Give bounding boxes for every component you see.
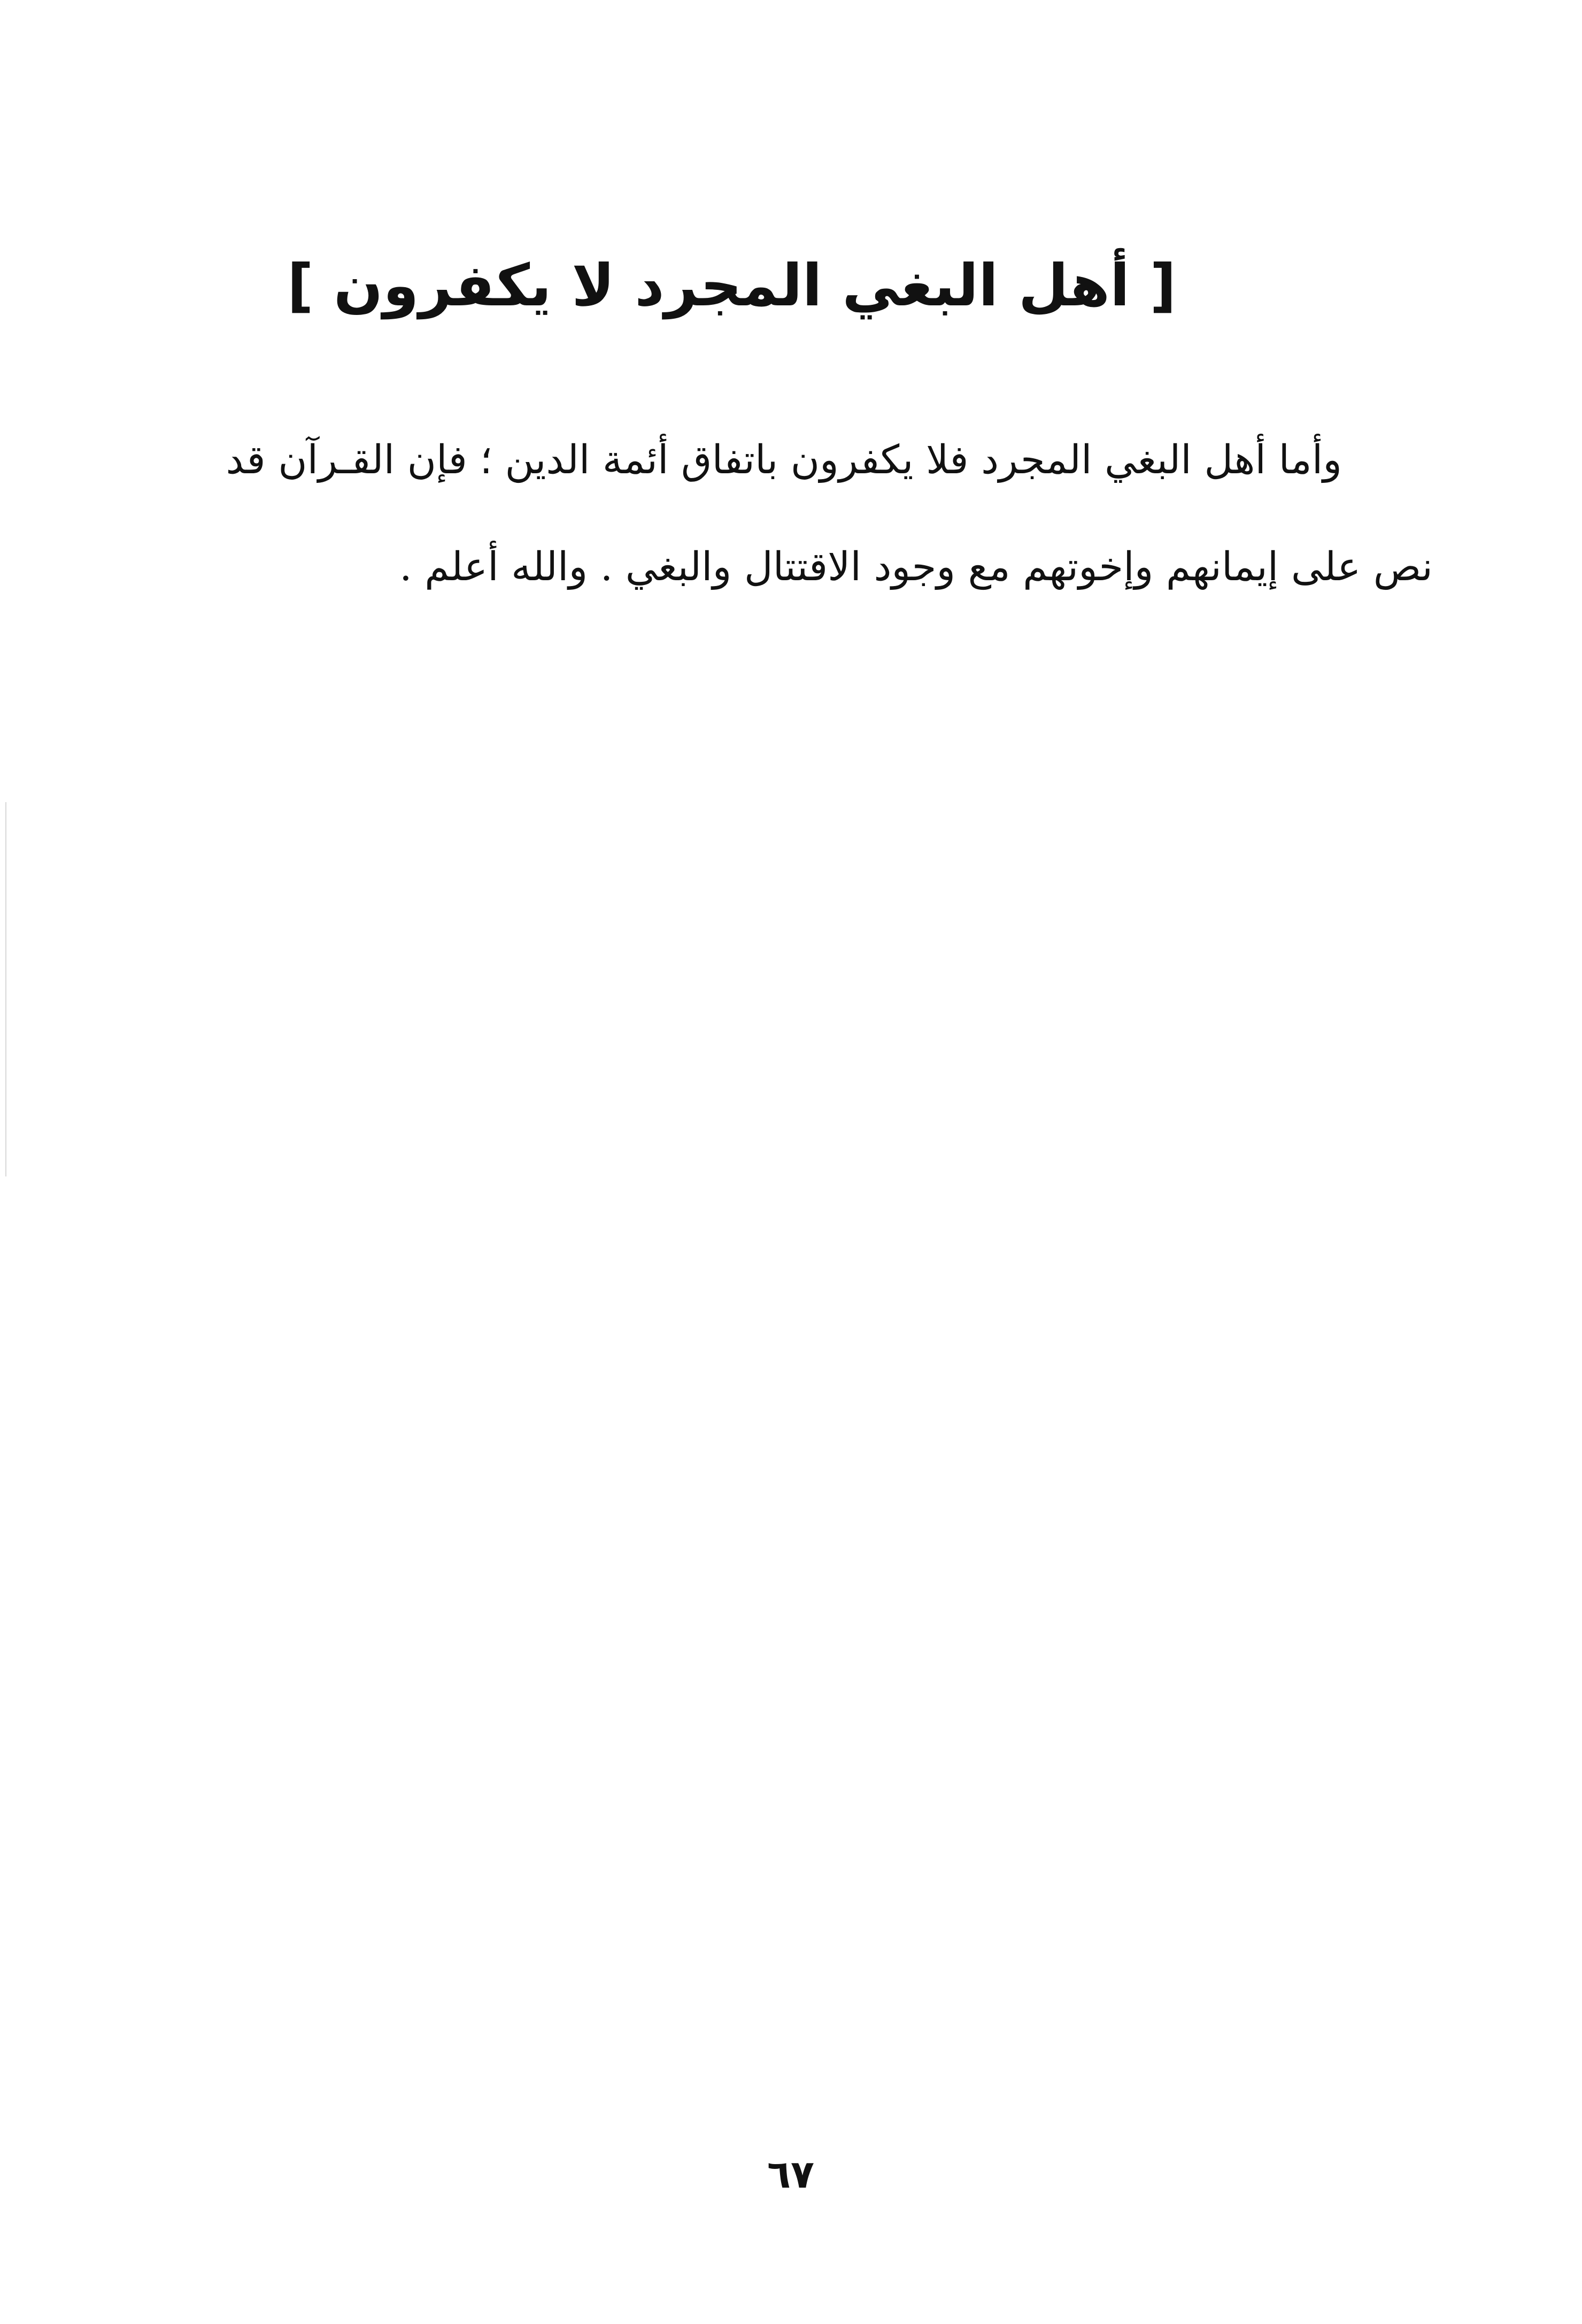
section-heading: [ أهل البغي المجرد لا يكفرون ] — [287, 252, 1176, 319]
paragraph-line-2: نص على إيمانهم وإخوتهم مع وجود الاقتتال والبغي . والله أعلم . — [399, 544, 1433, 590]
paragraph-line-1: وأما أهل البغي المجرد فلا يكفرون باتفاق أئمة الدين ؛ فإن القـرآن قد — [226, 437, 1342, 483]
scan-edge-mark — [5, 802, 6, 1176]
body-paragraph — [226, 406, 1433, 620]
page-number: ٦٧ — [767, 2152, 814, 2197]
